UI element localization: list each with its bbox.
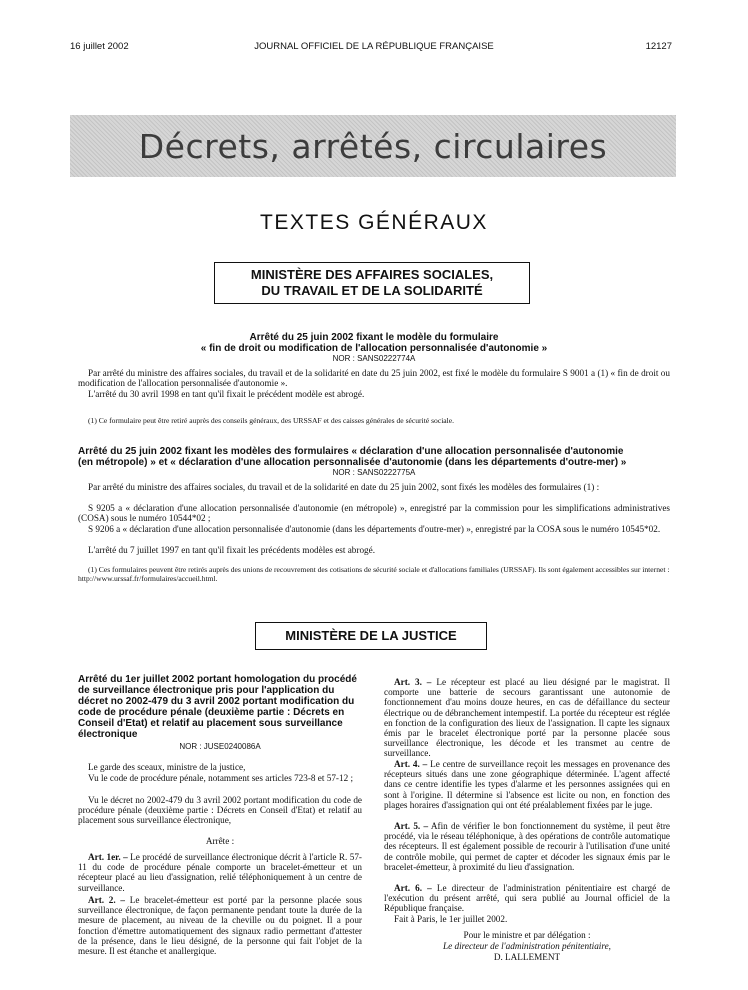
arrete3-done-at: Fait à Paris, le 1er juillet 2002. — [394, 914, 508, 924]
arrete2-nor: NOR : SANS0222775A — [332, 468, 416, 477]
arrete3-article-2 — [78, 895, 362, 956]
arrete1-title-line2: « fin de droit ou modification de l'allocation personnalisée d'autonomie » — [200, 343, 548, 354]
article-3-label: Art. 3. – — [394, 677, 432, 687]
arrete1-nor: NOR : SANS0222774A — [332, 354, 416, 363]
arrete2-title-line2: (en métropole) » et « déclaration d'une allocation personnalisée d'autonomie (dans les départements d'outre-mer) » — [78, 457, 627, 468]
arrete1-paragraph-1: Par arrêté du ministre des affaires sociales, du travail et de la solidarité en date du 25 juin 2002, est fixé le modèle du formulaire S 9001 a (1) « fin de droit ou modification de l'allocation personnalisée d'autonomie ». — [78, 368, 670, 389]
ministry-line-1: MINISTÈRE DES AFFAIRES SOCIALES, — [250, 267, 494, 282]
arrete1-footnote: (1) Ce formulaire peut être retiré auprès des conseils généraux, des URSSAF et des caisses générales de sécurité sociale. — [88, 416, 455, 425]
article-5-label: Art. 5. – — [394, 821, 429, 831]
banner-title: Décrets, arrêtés, circulaires — [138, 126, 608, 166]
arrete2-paragraph-3: S 9206 a « déclaration d'une allocation personnalisée d'autonomie (dans les départements d'outre-mer) », enregistré par la COSA sous le numéro 10545*02. — [88, 524, 661, 534]
arrete2-paragraph-4: L'arrêté du 7 juillet 1997 en tant qu'il fixait les précédents modèles est abrogé. — [88, 545, 376, 555]
ministry-box-justice: MINISTÈRE DE LA JUSTICE — [255, 622, 487, 650]
arrete2-paragraph-1: Par arrêté du ministre des affaires sociales, du travail et de la solidarité en date du 25 juin 2002, sont fixés les modèles des formulaires (1) : — [88, 482, 600, 492]
arrete2-paragraph-2: S 9205 a « déclaration d'une allocation personnalisée d'autonomie (en métropole) », enregistré par la commission pour les simplifications administratives (COSA) sous le numéro 10544*02 ; — [78, 503, 670, 524]
signature-line-1: Pour le ministre et par délégation : — [463, 930, 591, 940]
article-1-label: Art. 1er. – — [88, 852, 128, 862]
arrete3-title: Arrêté du 1er juillet 2002 portant homologation du procédé de surveillance électronique pris pour l'application du décret no 2002-479 du 3 avril 2002 portant modification du code de procédure pénale (deuxième partie : Décrets en Conseil d'Etat) et relatif au placement sous surveillance électronique — [78, 674, 357, 740]
arrete3-p2: Vu le code de procédure pénale, notamment ses articles 723-8 et 57-12 ; — [88, 773, 354, 783]
arrete3-p3: Vu le décret no 2002-479 du 3 avril 2002 portant modification du code de procédure pénale (deuxième partie : Décrets en Conseil d'Etat) et relatif au placement sous surveillance électronique, — [78, 795, 362, 826]
ministry-line-2: DU TRAVAIL ET DE LA SOLIDARITÉ — [261, 283, 483, 298]
arrete2-footnote: (1) Ces formulaires peuvent être retirés auprès des unions de recouvrement des cotisations de sécurité sociale et d'allocations familiales (URSSAF). Ils sont également accessibles sur internet : http://www.urssaf.fr/formulaires/accueil.html. — [78, 565, 670, 583]
signature-name: D. LALLEMENT — [493, 952, 561, 962]
section-banner — [70, 115, 676, 177]
article-2-label: Art. 2. – — [88, 895, 126, 905]
section-title: TEXTES GÉNÉRAUX — [260, 211, 488, 234]
arrete3-article-6 — [384, 883, 670, 914]
article-1-text: Le procédé de surveillance électronique décrit à l'article R. 57-11 du code de procédure pénale comporte un bracelet-émetteur et un récepteur placé au lieu d'assignation, relié téléphoniquement à un centre de surveillance. — [78, 852, 362, 893]
article-2-text: Le bracelet-émetteur est porté par la personne placée sous surveillance électronique, de façon permanente pendant toute la durée de la mesure de placement, au niveau de la cheville ou du poignet. Il a pour fonction d'émettre automatiquement des signaux radio permettant d'attester de la présence, dans le lieu désigné, de la personne qui fait l'objet de la mesure. Il est étanche et anallergique. — [78, 895, 362, 957]
ministry-box-social-affairs — [214, 262, 530, 304]
article-6-label: Art. 6. – — [394, 883, 432, 893]
arrete3-article-3 — [384, 677, 670, 759]
signature-line-2: Le directeur de l'administration pénitentiaire, — [443, 941, 611, 951]
arrete1-title-line1: Arrêté du 25 juin 2002 fixant le modèle du formulaire — [249, 332, 499, 343]
header-journal-title: JOURNAL OFFICIEL DE LA RÉPUBLIQUE FRANÇAISE — [254, 41, 494, 52]
article-4-label: Art. 4. – — [394, 759, 428, 769]
header-page-number: 12127 — [645, 41, 672, 52]
arrete3-p1: Le garde des sceaux, ministre de la justice, — [88, 762, 246, 772]
article-3-text: Le récepteur est placé au lieu désigné par le magistrat. Il comporte une batterie de secours garantissant une autonomie de fonctionnement d'au moins douze heures, en cas de défaillance du secteur électrique ou de débranchement intempestif. La portée du récepteur est réglée en fonction de la configuration des lieux de l'assignation. Il capte les signaux émis par le bracelet électronique porté par la personne placée sous surveillance électronique, les décode et les transmet au centre de surveillance. — [384, 677, 671, 759]
article-4-text: Le centre de surveillance reçoit les messages en provenance des récepteurs situés dans une zone géographique déterminée. L'agent affecté dans ce centre identifie les types d'alarme et les personnes assignées qui en sont à l'origine. Il détermine si l'absence est licite ou non, en fonction des plages horaires d'assignation qui ont été préalablement fixées par le juge. — [384, 759, 671, 810]
arrete2-title-line1: Arrêté du 25 juin 2002 fixant les modèles des formulaires « déclaration d'une allocation personnalisée d'autonomie — [78, 446, 624, 457]
arrete3-article-1 — [78, 852, 362, 893]
arrete3-article-5 — [384, 821, 670, 872]
arrete3-article-4 — [384, 759, 670, 810]
arrete3-nor: NOR : JUSE0240086A — [179, 742, 261, 751]
arrete3-arrete: Arrête : — [205, 836, 235, 846]
article-6-text: Le directeur de l'administration pénitentiaire est chargé de l'exécution du présent arrêté, qui sera publié au Journal officiel de la République française. — [384, 883, 670, 914]
arrete1-paragraph-2: L'arrêté du 30 avril 1998 en tant qu'il fixait le précédent modèle est abrogé. — [88, 389, 365, 399]
article-5-text: Afin de vérifier le bon fonctionnement du système, il peut être procédé, via le réseau téléphonique, à des opérations de contrôle automatique des récepteurs. Il est également possible de recourir à l'utilisation d'une unité de contrôle mobile, qui permet de capter et décoder les signaux émis par le bracelet-émetteur, à proximité du lieu d'assignation. — [384, 821, 670, 872]
header-date: 16 juillet 2002 — [70, 41, 129, 52]
